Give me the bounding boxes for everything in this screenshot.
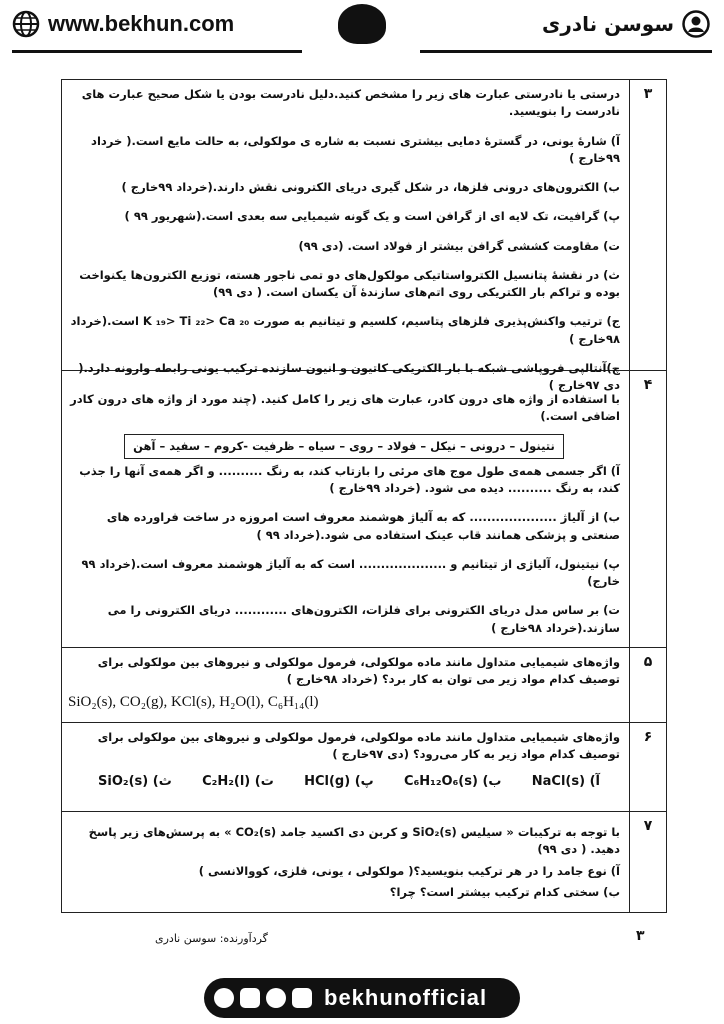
question-content bbox=[62, 80, 628, 400]
youtube-icon[interactable] bbox=[240, 988, 260, 1008]
question-row bbox=[62, 371, 666, 648]
option-item: ب) C₆H₁₂O₆(s) bbox=[404, 773, 502, 789]
question-intro: با استفاده از واژه های درون کادر، عبارت های زیر را کامل کنید. (چند مورد از واژه های درون کادر اضافی است.) bbox=[70, 392, 620, 424]
question-line: واژه‌های شیمیایی متداول مانند ماده مولکولی، فرمول مولکولی و نیروهای بین مولکولی برای توصیف کدام مواد زیر می توان به کار برد؟ (خرداد ۹۸خارج ) bbox=[97, 655, 620, 687]
question-line: ب) از آلیاژ .................... که به آلیاژ هوشمند معروف است امروزه در ساخت فراورده های صنعتی و پزشکی همانند قاب عینک استفاده می شود.(خرداد ۹۹ ) bbox=[106, 510, 620, 542]
formula-list: SiO₂(s), CO₂(g), KCl(s), H₂O(l), C₆H₁₄(l) bbox=[68, 693, 319, 710]
word-box: نتینول – درونی – نیکل – فولاد – روی – سیاه – ظرفیت -کروم – سفید – آهن bbox=[124, 434, 564, 459]
question-line: ت) بر ساس مدل دریای الکترونی برای فلزات، الکترون‌های ............ دریای الکترونی را می سازند.(خرداد ۹۸خارج ) bbox=[107, 603, 620, 635]
question-line: پ) گرافیت، تک لایه ای از گرافن است و یک گونه شیمیایی سه بعدی است.(شهریور ۹۹ ) bbox=[124, 209, 620, 224]
question-line: ب) سختی کدام ترکیب بیشتر است؟ چرا؟ bbox=[389, 884, 620, 899]
user-icon bbox=[682, 10, 710, 38]
site-link[interactable] bbox=[12, 8, 234, 40]
question-row bbox=[62, 648, 666, 723]
question-number: ۷ bbox=[629, 812, 666, 912]
author-block bbox=[542, 8, 710, 40]
question-number: ۶ bbox=[629, 723, 666, 811]
question-content bbox=[62, 812, 628, 907]
question-content bbox=[62, 723, 628, 801]
option-item: آ) NaCl(s) bbox=[531, 773, 600, 789]
question-row bbox=[62, 812, 666, 912]
question-content bbox=[62, 648, 628, 719]
social-bar[interactable] bbox=[204, 978, 520, 1018]
podcast-icon[interactable] bbox=[214, 988, 234, 1008]
option-item: پ) HCl(g) bbox=[304, 773, 374, 789]
question-number: ۳ bbox=[629, 80, 666, 370]
compiler-credit: گردآورنده: سوسن نادری bbox=[155, 932, 268, 945]
telegram-icon[interactable] bbox=[266, 988, 286, 1008]
question-line: با توجه به ترکیبات « سیلیس SiO₂(s) و کربن دی اکسید جامد CO₂(s) » به پرسش‌های زیر پاسخ دهید. ( دی ۹۹) bbox=[88, 825, 620, 857]
question-line: پ) نیتینول، آلیاژی از تیتانیم و .................... است که به آلیاژ هوشمند معروف است.(خرداد ۹۹ خارج) bbox=[81, 556, 620, 588]
question-line: ب) الکترون‌های درونی فلزها، در شکل گیری دریای الکترونی نقش دارند.(خرداد ۹۹خارج ) bbox=[121, 180, 620, 194]
question-line: ج) ترتیب واکنش‌پذیری فلزهای پتاسیم، کلسیم و تیتانیم به صورت K ₁₉> Ti ₂₂> Ca ₂₀ است.(خرداد ۹۸خارج ) bbox=[70, 314, 620, 346]
question-line: چ)آنتالپی فروپاشی شبکه با بار الکتریکی کاتیون و انیون سازنده ترکیب یونی رابطه وارونه دارد.( دی ۹۷خارج ) bbox=[78, 360, 620, 392]
question-line: آ) نوع جامد را در هر ترکیب بنویسید؟( مولکولی ، یونی، فلزی، کووالانسی ) bbox=[198, 863, 620, 878]
header-rule-right bbox=[420, 50, 712, 53]
page-header bbox=[0, 0, 724, 52]
option-item: ت) C₂H₂(l) bbox=[202, 773, 274, 789]
question-line: ث) در نقشهٔ پتانسیل الکترواستاتیکی مولکول‌های دو تمی ناجور هسته، توزیع الکترون‌ها یکنواخت بوده و تراکم بار الکتریکی روی اتم‌های سازندهٔ آن یکسان است. ( دی ۹۹) bbox=[79, 267, 620, 299]
question-line: درستی یا نادرستی عبارت های زیر را مشخص کنید.دلیل نادرست بودن یا شکل صحیح عبارت های نادرست را بنویسید. bbox=[81, 87, 620, 119]
instagram-icon[interactable] bbox=[292, 988, 312, 1008]
social-handle[interactable]: bekhunofficial bbox=[324, 985, 488, 1010]
question-line: آ) اگر جسمی همه‌ی طول موج های مرئی را بازتاب کند، به رنگ .......... و اگر همه‌ی آنها را جذب کند، به رنگ .......... دیده می شود. (خرداد ۹۹خارج ) bbox=[79, 463, 620, 495]
question-line: ت) مقاومت کششی گرافن بیشتر از فولاد است. (دی ۹۹) bbox=[298, 238, 620, 253]
header-rule-left bbox=[12, 50, 302, 53]
question-line: واژه‌های شیمیایی متداول مانند ماده مولکولی، فرمول مولکولی و نیروهای بین مولکولی برای توصیف کدام مواد زیر به کار می‌رود؟ (دی ۹۷خارج ) bbox=[97, 730, 620, 762]
option-list bbox=[68, 764, 620, 796]
author-name: سوسن نادری bbox=[542, 12, 674, 36]
questions-table bbox=[61, 79, 667, 913]
question-row bbox=[62, 80, 666, 392]
globe-icon bbox=[12, 10, 40, 38]
question-line: آ) شارهٔ یونی، در گسترهٔ دمایی بیشتری نسبت به شاره ی مولکولی، به حالت مایع است.( خرداد ۹۹خارج ) bbox=[91, 133, 620, 165]
brand-logo-icon bbox=[338, 4, 386, 44]
question-number: ۵ bbox=[629, 648, 666, 722]
option-item: ث) SiO₂(s) bbox=[98, 773, 172, 789]
page-number: ۳ bbox=[636, 928, 645, 944]
site-url: www.bekhun.com bbox=[48, 11, 235, 36]
question-number: ۴ bbox=[629, 371, 666, 647]
question-row bbox=[62, 723, 666, 812]
question-content bbox=[62, 371, 628, 643]
